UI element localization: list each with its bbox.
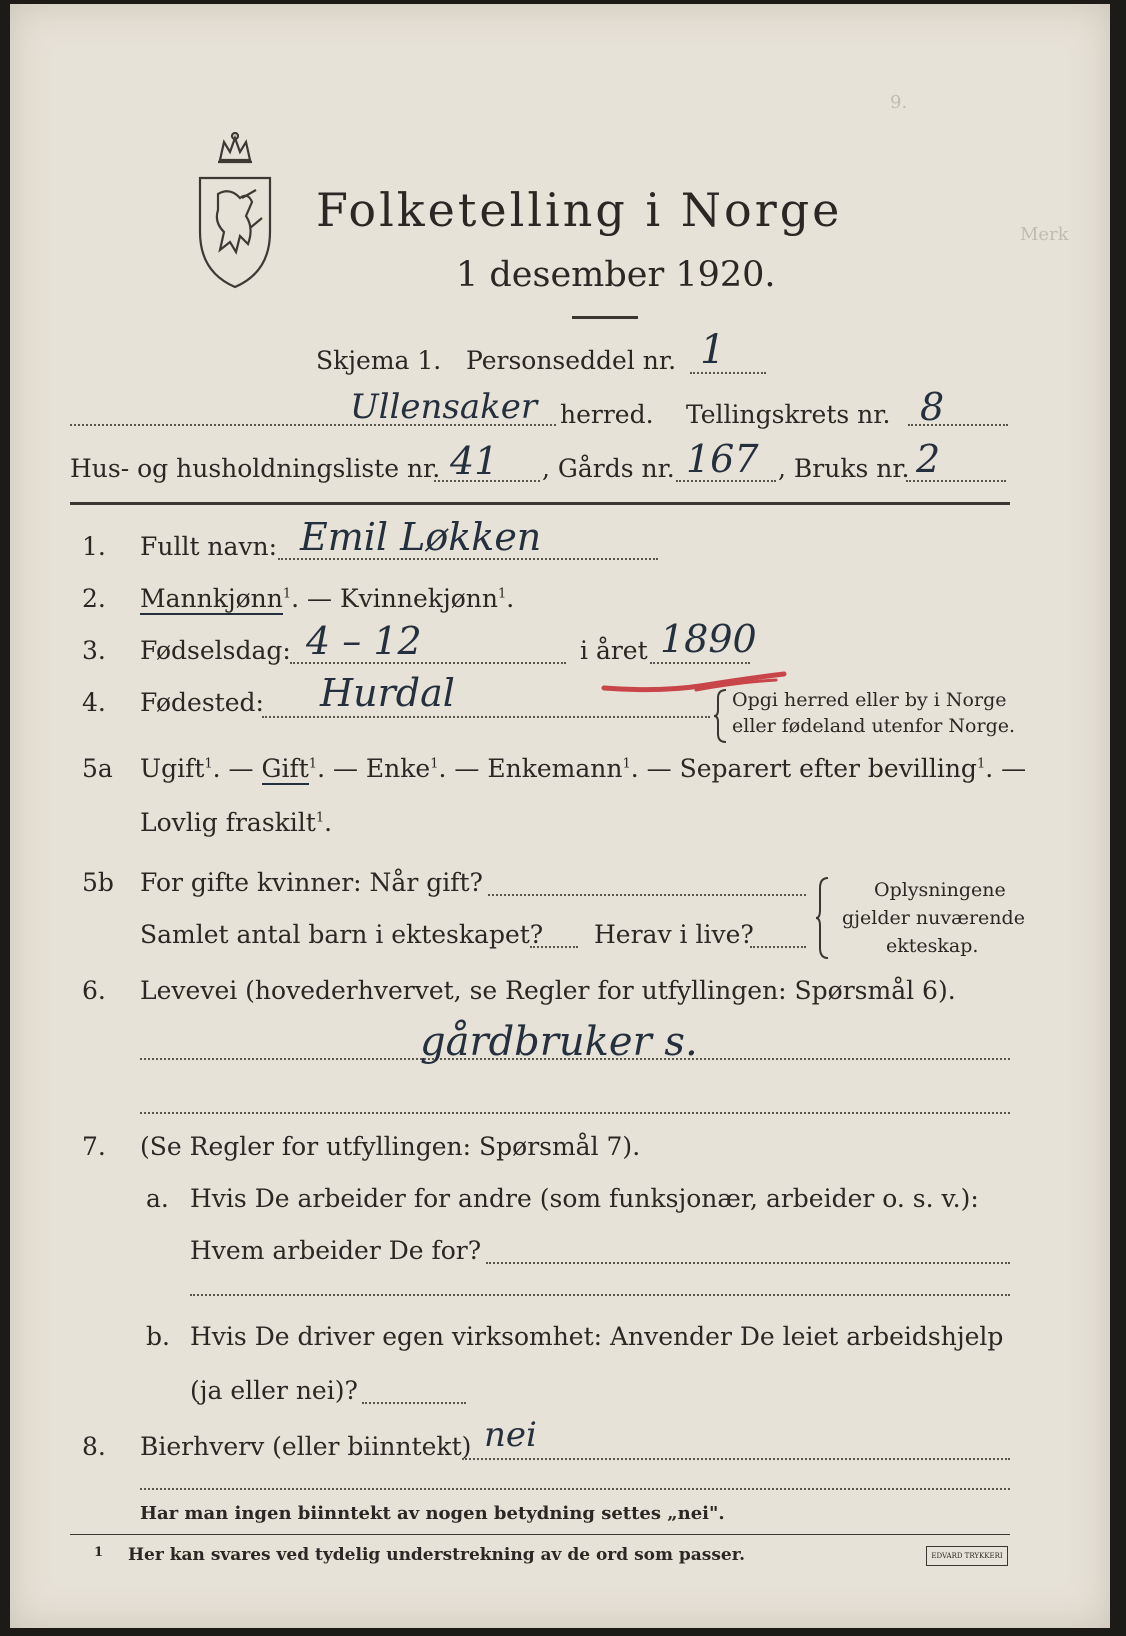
no-income-note: Har man ingen biinntekt av nogen betydning settes „nei". [140, 1503, 725, 1524]
marital-separert-option[interactable]: Separert efter bevilling [679, 754, 977, 783]
hus-value: 41 [450, 439, 499, 483]
birth-year-field[interactable] [650, 662, 750, 664]
q7a-employer-label: Hvem arbeider De for? [190, 1236, 482, 1265]
marital-gift-option[interactable]: Gift [261, 754, 309, 783]
full-name-label: Fullt navn: [140, 532, 278, 561]
q5a-number: 5a [82, 754, 113, 783]
herred-label: herred. [560, 400, 654, 429]
birth-year-value: 1890 [660, 617, 757, 661]
side-income-field-line-2[interactable] [140, 1488, 1010, 1490]
birth-year-label: i året [580, 636, 648, 665]
tellingskrets-value: 8 [920, 385, 945, 429]
bleed-through-text: 9. [890, 92, 908, 113]
marital-enke-option[interactable]: Enke [365, 754, 431, 783]
marriage-note-3: ekteskap. [886, 935, 979, 957]
title-divider [572, 316, 638, 319]
q7-label: (Se Regler for utfyllingen: Spørsmål 7). [140, 1132, 641, 1161]
occupation-value: gårdbruker s. [420, 1019, 698, 1065]
marital-enkemann-option[interactable]: Enkemann [487, 754, 623, 783]
birthplace-value: Hurdal [320, 671, 455, 715]
birthplace-note-1: Opgi herred eller by i Norge [732, 689, 1007, 711]
when-married-field[interactable] [488, 894, 806, 896]
footnote-text: Her kan svares ved tydelig understrekning av de ord som passer. [128, 1545, 746, 1565]
tellingskrets-label: Tellingskrets nr. [686, 400, 891, 429]
gender-options: Mannkjønn$^1$. — Kvinnekjønn$^1$. [140, 584, 515, 613]
q3-number: 3. [82, 636, 106, 665]
bleed-through-text: Merk [1020, 224, 1069, 245]
marital-status-options: Ugift$^1$. — Gift$^1$. — Enke$^1$. — Enkemann$^1$. — Separert efter bevilling$^1$. — [140, 754, 1027, 783]
marital-fraskilt-line: Lovlig fraskilt$^1$. [140, 808, 333, 837]
hired-help-field[interactable] [362, 1402, 466, 1404]
schema-label: Skjema 1. [316, 346, 442, 375]
children-count-label: Samlet antal barn i ekteskapet? [140, 920, 544, 949]
gender-male-option[interactable]: Mannkjønn [140, 584, 283, 613]
employer-field[interactable] [486, 1262, 1010, 1264]
q7a-letter: a. [146, 1184, 169, 1213]
marriage-note-1: Oplysningene [874, 879, 1006, 901]
birthdate-label: Fødselsdag: [140, 636, 291, 665]
norwegian-coat-of-arms-icon [190, 132, 280, 292]
brace-icon [816, 876, 832, 960]
married-women-label: For gifte kvinner: Når gift? [140, 868, 483, 897]
herred-value: Ullensaker [350, 387, 538, 427]
side-income-value: nei [484, 1415, 537, 1455]
personseddel-label: Personseddel nr. [466, 346, 677, 375]
q4-number: 4. [82, 688, 106, 717]
q6-number: 6. [82, 976, 106, 1005]
birthplace-note-2: eller fødeland utenfor Norge. [732, 715, 1016, 737]
form-title: Folketelling i Norge [316, 183, 843, 237]
q7b-yesno-label: (ja eller nei)? [190, 1376, 358, 1405]
q1-number: 1. [82, 532, 106, 561]
census-form-page [10, 4, 1110, 1628]
footnote-marker: 1 [94, 1545, 104, 1560]
employer-field-line-2[interactable] [190, 1294, 1010, 1296]
q2-number: 2. [82, 584, 106, 613]
gards-value: 167 [686, 437, 759, 481]
birthdate-value: 4 – 12 [306, 619, 422, 663]
side-income-field[interactable] [462, 1458, 1010, 1460]
hus-label: Hus- og husholdningsliste nr. [70, 454, 441, 483]
section-separator [70, 502, 1010, 505]
children-count-field[interactable] [530, 946, 578, 948]
birthplace-label: Fødested: [140, 688, 264, 717]
marital-ugift-option[interactable]: Ugift [140, 754, 205, 783]
side-income-label: Bierhverv (eller biinntekt) [140, 1432, 472, 1461]
q7b-question: Hvis De driver egen virksomhet: Anvender De leiet arbeidshjelp [190, 1322, 1004, 1351]
birthplace-field[interactable] [262, 716, 710, 718]
census-date: 1 desember 1920. [456, 255, 776, 295]
personseddel-value: 1 [700, 327, 726, 373]
footer-separator [70, 1534, 1010, 1535]
marriage-note-2: gjelder nuværende [842, 907, 1025, 929]
brace-icon [714, 688, 730, 744]
occupation-label: Levevei (hovederhvervet, se Regler for utfyllingen: Spørsmål 6). [140, 976, 956, 1005]
bruks-label: , Bruks nr. [778, 454, 910, 483]
gender-female-option[interactable]: Kvinnekjønn [340, 584, 498, 613]
marital-fraskilt-option[interactable]: Lovlig fraskilt [140, 808, 316, 837]
full-name-value: Emil Løkken [300, 515, 542, 559]
bruks-value: 2 [916, 437, 941, 481]
q8-number: 8. [82, 1432, 106, 1461]
q7b-letter: b. [146, 1322, 170, 1351]
q5b-number: 5b [82, 868, 114, 897]
printer-stamp: EDVARD TRYKKERI [926, 1546, 1008, 1566]
children-alive-label: Herav i live? [594, 920, 754, 949]
occupation-field-line-2[interactable] [140, 1112, 1010, 1114]
gards-label: , Gårds nr. [542, 454, 675, 483]
q7a-question: Hvis De arbeider for andre (som funksjonær, arbeider o. s. v.): [190, 1184, 979, 1213]
q7-number: 7. [82, 1132, 106, 1161]
children-alive-field[interactable] [750, 946, 806, 948]
